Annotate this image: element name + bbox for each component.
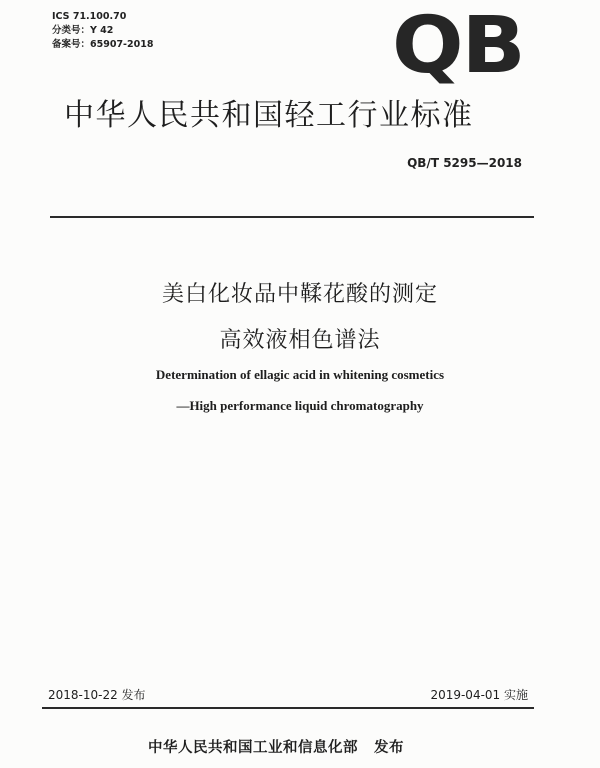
filing-number: 备案号：65907-2018 — [52, 39, 154, 50]
document-metadata — [52, 10, 153, 52]
publisher-line — [148, 736, 404, 757]
top-divider — [50, 216, 534, 218]
qb-logo: QB — [392, 1, 524, 91]
english-title-line-1: Determination of ellagic acid in whitening cosmetics — [155, 367, 445, 382]
english-title-line-2: —High performance liquid chromatography — [176, 398, 424, 413]
bottom-divider — [42, 707, 534, 709]
chinese-title-line-1: 美白化妆品中鞣花酸的测定 — [161, 282, 438, 307]
standard-number: QB/T 5295—2018 — [407, 156, 522, 170]
organization-title: 中华人民共和国轻工行业标准 — [64, 98, 474, 133]
ics-code: ICS 71.100.70 — [52, 11, 127, 22]
issue-date: 2018-10-22 发布 — [48, 688, 146, 702]
chinese-title-line-2: 高效液相色谱法 — [219, 328, 381, 353]
publisher-name: 中华人民共和国工业和信息化部 — [148, 740, 358, 756]
publisher-action: 发布 — [374, 740, 404, 756]
classification-number: 分类号：Y 42 — [52, 25, 114, 36]
implementation-date: 2019-04-01 实施 — [430, 688, 528, 702]
